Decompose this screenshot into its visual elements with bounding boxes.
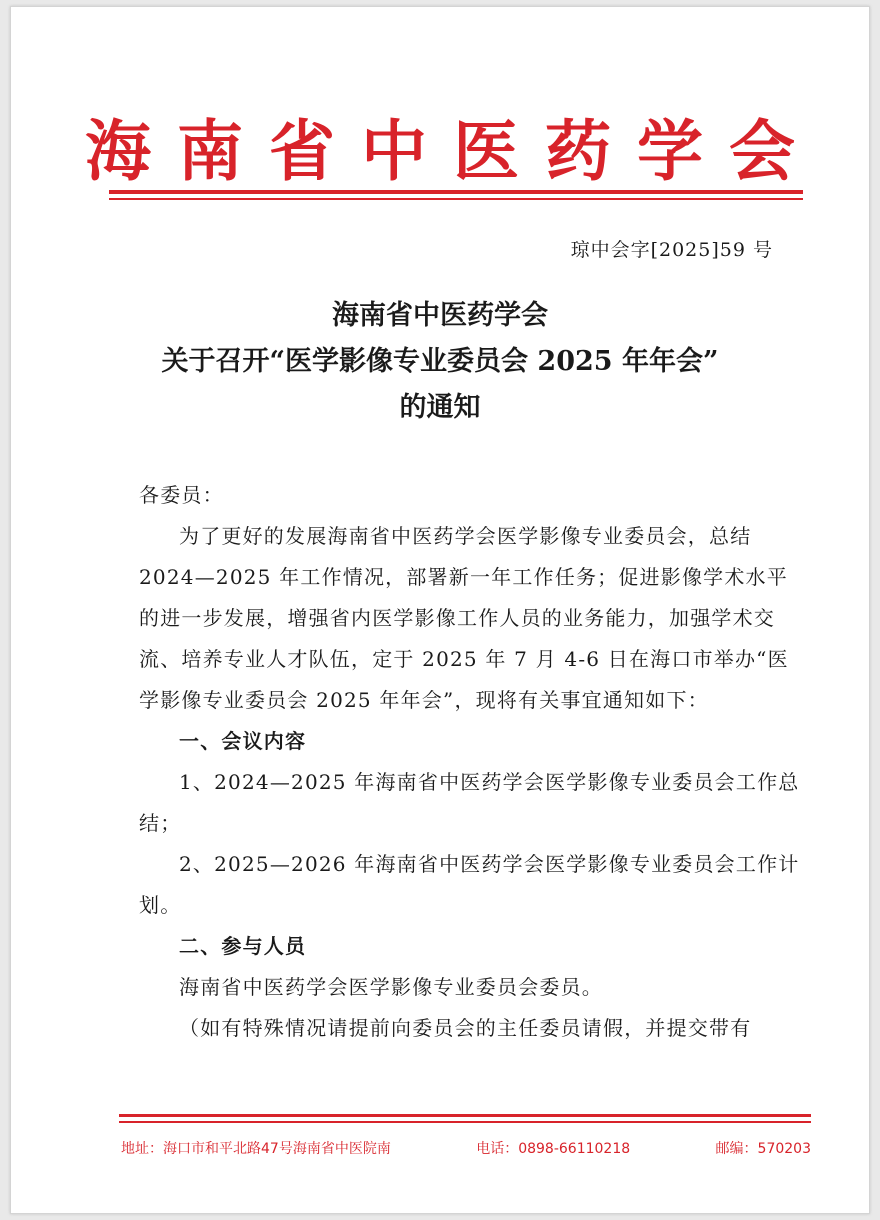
footer-divider-thin bbox=[119, 1121, 811, 1123]
letterhead-org-name: 海南省中医药学会 bbox=[85, 112, 821, 190]
intro-paragraph: 为了更好的发展海南省中医药学会医学影像专业委员会，总结 2024—2025 年工作情况，部署新一年工作任务；促进影像学术水平的进一步发展，增强省内医学影像工作人员的业务能力，加强学术交流、培养专业人才队伍，定于 2025 年 7 月 4-6 日在海口市举办“医学影像专业委员会 2025 年年会”，现将有关事宜通知如下： bbox=[139, 524, 789, 712]
note-paragraph: （如有特殊情况请提前向委员会的主任委员请假，并提交带有 bbox=[179, 1016, 752, 1040]
footer-divider-thick bbox=[119, 1114, 811, 1117]
title-line-2: 关于召开“医学影像专业委员会 2025 年年会” bbox=[161, 346, 719, 377]
document-page bbox=[10, 6, 870, 1214]
footer bbox=[121, 1138, 811, 1158]
document-title bbox=[11, 293, 869, 431]
participants-paragraph: 海南省中医药学会医学影像专业委员会委员。 bbox=[179, 975, 603, 999]
footer-phone: 电话：0898-66110218 bbox=[476, 1141, 631, 1157]
document-body bbox=[139, 475, 803, 1049]
footer-address: 地址：海口市和平北路47号海南省中医院南 bbox=[121, 1141, 391, 1157]
section-heading-participants: 二、参与人员 bbox=[179, 934, 307, 958]
content-item-1: 1、2024—2025 年海南省中医药学会医学影像专业委员会工作总结； bbox=[139, 770, 800, 835]
letterhead-divider-thick bbox=[109, 190, 803, 194]
letterhead-divider-thin bbox=[109, 198, 803, 200]
salutation: 各委员： bbox=[139, 483, 224, 507]
section-heading-content: 一、会议内容 bbox=[179, 729, 307, 753]
footer-postcode: 邮编：570203 bbox=[715, 1141, 811, 1157]
document-number: 琼中会字[2025]59 号 bbox=[570, 239, 773, 261]
title-line-3: 的通知 bbox=[399, 392, 481, 423]
title-line-1: 海南省中医药学会 bbox=[332, 300, 548, 331]
content-item-2: 2、2025—2026 年海南省中医药学会医学影像专业委员会工作计划。 bbox=[139, 852, 800, 917]
